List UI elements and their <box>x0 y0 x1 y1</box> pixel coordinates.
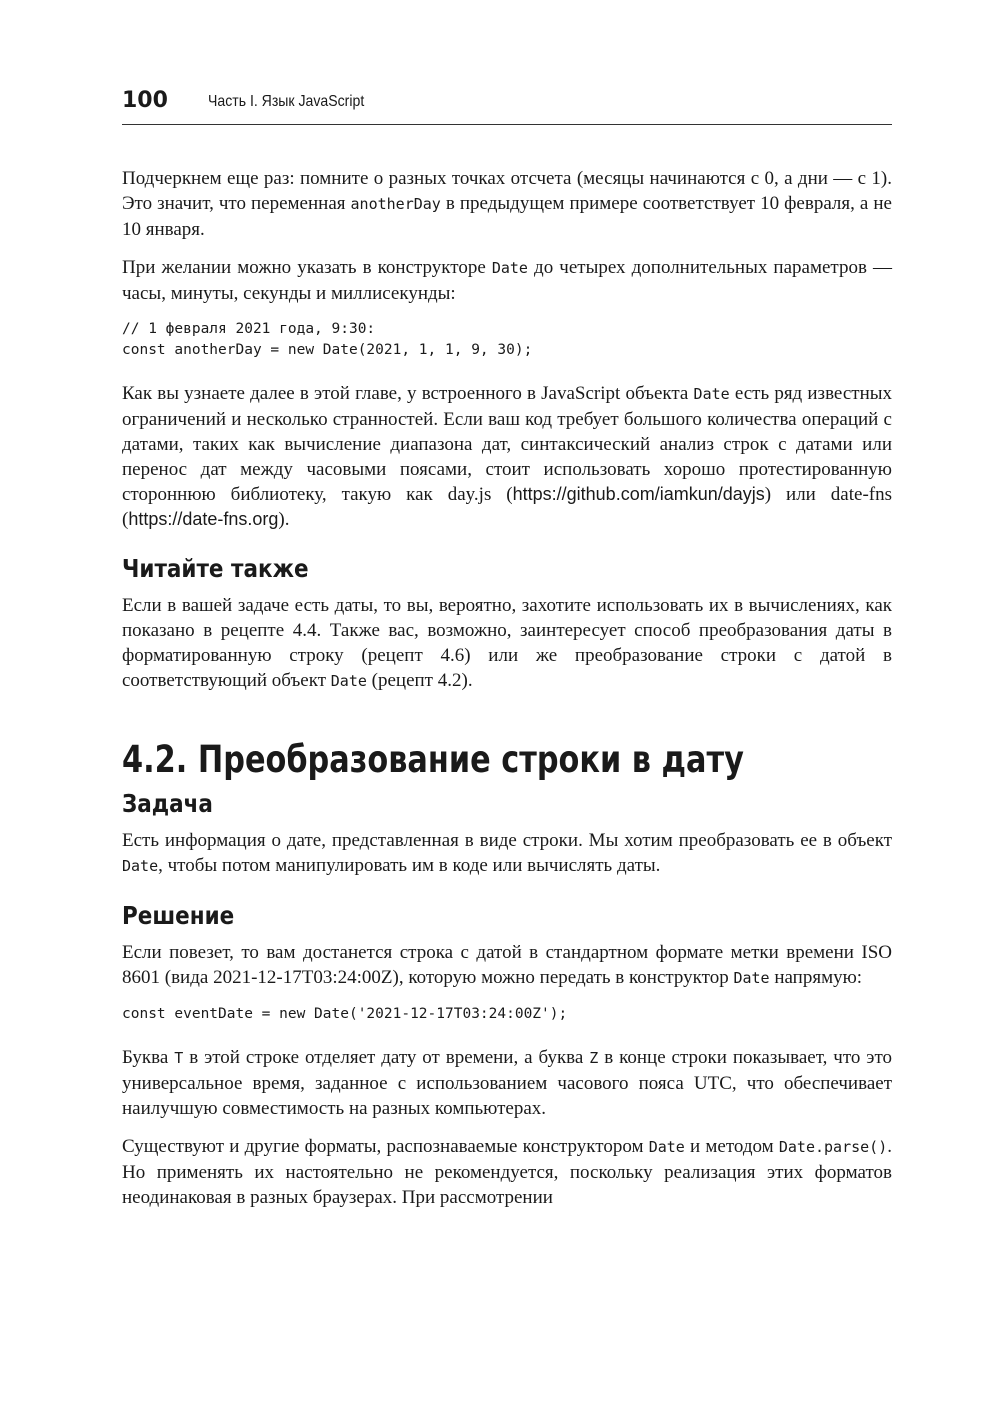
text: Подчеркнем еще раз: помните о разных точках отсчета (месяцы начинаются с 0, а дни — с 1). Это значит, что переменная <box>122 168 892 214</box>
text: Есть информация о дате, представленная в виде строки. Мы хотим преобразовать ее в объект <box>122 830 892 851</box>
text: в предыдущем примере соответствует 10 февраля, а не 10 января. <box>122 193 892 240</box>
paragraph-months-reminder <box>122 166 892 242</box>
inline-code: Z <box>589 1049 599 1067</box>
page-content <box>122 166 892 1223</box>
text: Буква <box>122 1047 175 1068</box>
text: . Но применять их настоятельно не рекомендуется, поскольку реализация этих форматов неодинаковая в разных браузерах. При рассмотрении <box>122 1136 892 1208</box>
paragraph-see-also <box>122 593 892 694</box>
text: , чтобы потом манипулировать им в коде или вычислять даты. <box>158 855 661 876</box>
page-number: 100 <box>122 88 168 113</box>
link-dayjs[interactable]: https://github.com/iamkun/dayjs <box>512 484 765 504</box>
paragraph-solution-intro <box>122 940 892 991</box>
inline-code: Date <box>648 1138 685 1156</box>
page-header <box>122 84 892 125</box>
text: Если повезет, то вам достанется строка с датой в стандартном формате метки времени ISO 8601 (вида 2021-12-17T03:24:00Z), которую можно передать в конструктор <box>122 942 892 988</box>
section-title: 4.2. Преобразование строки в дату <box>122 738 744 781</box>
heading-task: Задача <box>122 789 213 818</box>
inline-code: T <box>174 1049 184 1067</box>
paragraph-libraries <box>122 381 892 532</box>
link-date-fns[interactable]: https://date-fns.org <box>128 509 279 529</box>
inline-code: Date <box>733 969 770 987</box>
code-block-another-day <box>122 319 892 361</box>
inline-code: Date <box>491 259 528 277</box>
inline-code: Date <box>330 672 367 690</box>
inline-code: Date <box>693 385 730 403</box>
heading-solution: Решение <box>122 901 235 930</box>
text: есть ряд известных ограничений и несколько странностей. Если ваш код требует большого количества операций с датами, таких как вычисление диапазона дат, синтаксический анализ строк с датами или перенос дат между часовыми поясами, стоит использовать хорошо протестированную стороннюю библиотеку, такую как day.js ( <box>122 383 893 505</box>
code-block-event-date <box>122 1004 892 1025</box>
running-head: Часть I. Язык JavaScript <box>208 93 365 110</box>
text: ) или date-fns ( <box>122 484 892 530</box>
inline-code: anotherDay <box>350 195 441 213</box>
paragraph-task <box>122 828 892 879</box>
text: в этой строке отделяет дату от времени, а буква <box>183 1047 590 1068</box>
text: напрямую: <box>769 967 863 988</box>
inline-code: Date <box>122 857 159 875</box>
heading-see-also: Читайте также <box>122 554 309 583</box>
text: Как вы узнаете далее в этой главе, у встроенного в JavaScript объекта <box>122 383 694 404</box>
text: до четырех дополнительных параметров — часы, минуты, секунды и миллисекунды: <box>122 257 892 304</box>
paragraph-letters-t-z <box>122 1045 892 1121</box>
paragraph-other-formats <box>122 1134 892 1210</box>
text: ). <box>278 509 290 530</box>
text: (рецепт 4.2). <box>366 670 473 691</box>
text: в конце строки показывает, что это универсальное время, заданное с использованием часового пояса UTC, что обеспечивает наилучшую совместимость на разных компьютерах. <box>122 1047 893 1119</box>
text: Если в вашей задаче есть даты, то вы, вероятно, захотите использовать их в вычислениях, как показано в рецепте 4.4. Также вас, возможно, заинтересует способ преобразования даты в форматированную строку (рецепт 4.6) или же преобразование строки с датой в соответствующий объект <box>122 595 892 691</box>
code-line: const eventDate = new Date('2021-12-17T03:24:00Z'); <box>122 1006 568 1022</box>
inline-code: Date.parse() <box>778 1138 888 1156</box>
code-line: const anotherDay = new Date(2021, 1, 1, 9, 30); <box>122 342 533 358</box>
text: и методом <box>684 1136 779 1157</box>
paragraph-extra-params <box>122 255 892 306</box>
text: При желании можно указать в конструкторе <box>122 257 492 278</box>
text: Существуют и другие форматы, распознаваемые конструктором <box>122 1136 649 1157</box>
code-line: // 1 февраля 2021 года, 9:30: <box>122 321 376 337</box>
